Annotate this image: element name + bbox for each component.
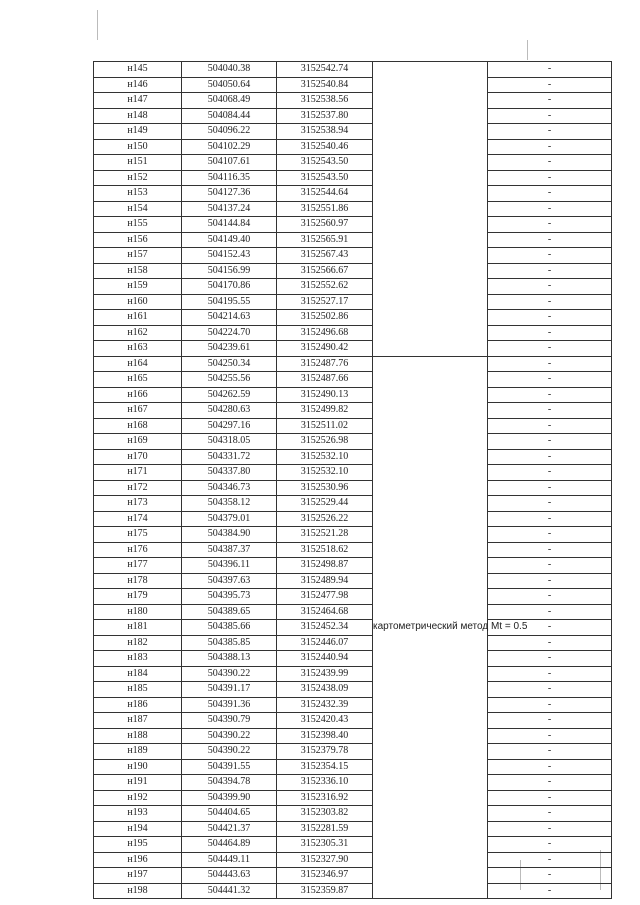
scan-mark (527, 40, 528, 60)
table-row (94, 263, 612, 279)
y-coordinate-cell: 3152567.43 (277, 248, 373, 264)
precision-cell: - (488, 217, 612, 233)
table-row (94, 837, 612, 853)
y-coordinate-cell: 3152566.67 (277, 263, 373, 279)
scan-mark (97, 10, 98, 40)
precision-cell: - (488, 480, 612, 496)
point-name-cell: н176 (94, 542, 182, 558)
table-row (94, 139, 612, 155)
point-name-cell: н169 (94, 434, 182, 450)
point-name-cell: н171 (94, 465, 182, 481)
y-coordinate-cell: 3152281.59 (277, 821, 373, 837)
table-row (94, 62, 612, 78)
x-coordinate-cell: 504385.85 (182, 635, 277, 651)
x-coordinate-cell: 504421.37 (182, 821, 277, 837)
y-coordinate-cell: 3152526.98 (277, 434, 373, 450)
table-row (94, 108, 612, 124)
precision-cell: - (488, 465, 612, 481)
precision-cell: - (488, 666, 612, 682)
precision-cell: - (488, 852, 612, 868)
x-coordinate-cell: 504250.34 (182, 356, 277, 372)
precision-cell: - (488, 542, 612, 558)
precision-cell: - (488, 124, 612, 140)
y-coordinate-cell: 3152502.86 (277, 310, 373, 326)
x-coordinate-cell: 504390.22 (182, 728, 277, 744)
point-name-cell: н146 (94, 77, 182, 93)
y-coordinate-cell: 3152379.78 (277, 744, 373, 760)
method-cell (373, 62, 488, 357)
y-coordinate-cell: 3152316.92 (277, 790, 373, 806)
precision-cell: - (488, 806, 612, 822)
table-row (94, 620, 612, 636)
table-row (94, 418, 612, 434)
table-row (94, 341, 612, 357)
table-row (94, 201, 612, 217)
point-name-cell: н149 (94, 124, 182, 140)
table-row (94, 449, 612, 465)
table-row (94, 806, 612, 822)
point-name-cell: н163 (94, 341, 182, 357)
y-coordinate-cell: 3152354.15 (277, 759, 373, 775)
y-coordinate-cell: 3152496.68 (277, 325, 373, 341)
y-coordinate-cell: 3152490.42 (277, 341, 373, 357)
y-coordinate-cell: 3152540.84 (277, 77, 373, 93)
table-row (94, 387, 612, 403)
y-coordinate-cell: 3152432.39 (277, 697, 373, 713)
point-name-cell: н145 (94, 62, 182, 78)
table-row (94, 77, 612, 93)
precision-cell: - (488, 496, 612, 512)
y-coordinate-cell: 3152438.09 (277, 682, 373, 698)
point-name-cell: н195 (94, 837, 182, 853)
y-coordinate-cell: 3152540.46 (277, 139, 373, 155)
precision-cell: - (488, 558, 612, 574)
point-name-cell: н181 (94, 620, 182, 636)
point-name-cell: н147 (94, 93, 182, 109)
x-coordinate-cell: 504391.36 (182, 697, 277, 713)
point-name-cell: н166 (94, 387, 182, 403)
x-coordinate-cell: 504280.63 (182, 403, 277, 419)
table-row (94, 542, 612, 558)
x-coordinate-cell: 504195.55 (182, 294, 277, 310)
precision-cell: - (488, 744, 612, 760)
y-coordinate-cell: 3152511.02 (277, 418, 373, 434)
y-coordinate-cell: 3152489.94 (277, 573, 373, 589)
coordinates-table-body (94, 62, 612, 899)
point-name-cell: н167 (94, 403, 182, 419)
y-coordinate-cell: 3152440.94 (277, 651, 373, 667)
point-name-cell: н196 (94, 852, 182, 868)
y-coordinate-cell: 3152487.66 (277, 372, 373, 388)
precision-cell: - (488, 108, 612, 124)
y-coordinate-cell: 3152439.99 (277, 666, 373, 682)
point-name-cell: н173 (94, 496, 182, 512)
precision-cell: - (488, 651, 612, 667)
point-name-cell: н190 (94, 759, 182, 775)
point-name-cell: н172 (94, 480, 182, 496)
point-name-cell: н184 (94, 666, 182, 682)
point-name-cell: н182 (94, 635, 182, 651)
table-row (94, 635, 612, 651)
x-coordinate-cell: 504391.17 (182, 682, 277, 698)
x-coordinate-cell: 504390.22 (182, 666, 277, 682)
x-coordinate-cell: 504297.16 (182, 418, 277, 434)
point-name-cell: н193 (94, 806, 182, 822)
table-row (94, 124, 612, 140)
x-coordinate-cell: 504391.55 (182, 759, 277, 775)
table-row (94, 310, 612, 326)
y-coordinate-cell: 3152544.64 (277, 186, 373, 202)
y-coordinate-cell: 3152537.80 (277, 108, 373, 124)
y-coordinate-cell: 3152464.68 (277, 604, 373, 620)
x-coordinate-cell: 504399.90 (182, 790, 277, 806)
table-row (94, 682, 612, 698)
table-row (94, 852, 612, 868)
point-name-cell: н197 (94, 868, 182, 884)
x-coordinate-cell: 504390.79 (182, 713, 277, 729)
x-coordinate-cell: 504096.22 (182, 124, 277, 140)
table-row (94, 883, 612, 899)
x-coordinate-cell: 504156.99 (182, 263, 277, 279)
x-coordinate-cell: 504358.12 (182, 496, 277, 512)
point-name-cell: н154 (94, 201, 182, 217)
table-row (94, 790, 612, 806)
precision-cell: - (488, 325, 612, 341)
y-coordinate-cell: 3152336.10 (277, 775, 373, 791)
x-coordinate-cell: 504396.11 (182, 558, 277, 574)
table-row (94, 775, 612, 791)
precision-cell: - (488, 589, 612, 605)
y-coordinate-cell: 3152529.44 (277, 496, 373, 512)
table-row (94, 217, 612, 233)
precision-cell: - (488, 232, 612, 248)
table-row (94, 666, 612, 682)
precision-cell: - (488, 170, 612, 186)
point-name-cell: н180 (94, 604, 182, 620)
point-name-cell: н179 (94, 589, 182, 605)
y-coordinate-cell: 3152420.43 (277, 713, 373, 729)
x-coordinate-cell: 504395.73 (182, 589, 277, 605)
y-coordinate-cell: 3152452.34 (277, 620, 373, 636)
y-coordinate-cell: 3152305.31 (277, 837, 373, 853)
y-coordinate-cell: 3152560.97 (277, 217, 373, 233)
point-name-cell: н155 (94, 217, 182, 233)
y-coordinate-cell: 3152477.98 (277, 589, 373, 605)
table-row (94, 651, 612, 667)
precision-cell: - (488, 635, 612, 651)
x-coordinate-cell: 504441.32 (182, 883, 277, 899)
x-coordinate-cell: 504385.66 (182, 620, 277, 636)
table-row (94, 713, 612, 729)
table-row (94, 821, 612, 837)
precision-cell: - (488, 868, 612, 884)
point-name-cell: н164 (94, 356, 182, 372)
table-row (94, 372, 612, 388)
point-name-cell: н178 (94, 573, 182, 589)
table-row (94, 744, 612, 760)
point-name-cell: н183 (94, 651, 182, 667)
precision-cell: - (488, 372, 612, 388)
table-row (94, 186, 612, 202)
x-coordinate-cell: 504149.40 (182, 232, 277, 248)
precision-cell: - (488, 341, 612, 357)
point-name-cell: н175 (94, 527, 182, 543)
point-name-cell: н194 (94, 821, 182, 837)
precision-cell: - (488, 573, 612, 589)
x-coordinate-cell: 504152.43 (182, 248, 277, 264)
y-coordinate-cell: 3152398.40 (277, 728, 373, 744)
y-coordinate-cell: 3152490.13 (277, 387, 373, 403)
x-coordinate-cell: 504389.65 (182, 604, 277, 620)
table-row (94, 697, 612, 713)
x-coordinate-cell: 504040.38 (182, 62, 277, 78)
x-coordinate-cell: 504144.84 (182, 217, 277, 233)
precision-cell: - (488, 356, 612, 372)
table-row (94, 573, 612, 589)
x-coordinate-cell: 504379.01 (182, 511, 277, 527)
x-coordinate-cell: 504318.05 (182, 434, 277, 450)
table-row (94, 279, 612, 295)
table-row (94, 155, 612, 171)
point-name-cell: н191 (94, 775, 182, 791)
y-coordinate-cell: 3152538.94 (277, 124, 373, 140)
x-coordinate-cell: 504068.49 (182, 93, 277, 109)
precision-cell: - (488, 604, 612, 620)
precision-cell: - (488, 697, 612, 713)
method-cell: картометрический метод Mt = 0.5 (373, 356, 488, 899)
precision-cell: - (488, 279, 612, 295)
point-name-cell: н153 (94, 186, 182, 202)
precision-cell: - (488, 139, 612, 155)
point-name-cell: н170 (94, 449, 182, 465)
y-coordinate-cell: 3152499.82 (277, 403, 373, 419)
y-coordinate-cell: 3152518.62 (277, 542, 373, 558)
precision-cell: - (488, 449, 612, 465)
y-coordinate-cell: 3152532.10 (277, 449, 373, 465)
precision-cell: - (488, 201, 612, 217)
table-row (94, 759, 612, 775)
x-coordinate-cell: 504170.86 (182, 279, 277, 295)
precision-cell: - (488, 418, 612, 434)
x-coordinate-cell: 504337.80 (182, 465, 277, 481)
y-coordinate-cell: 3152521.28 (277, 527, 373, 543)
y-coordinate-cell: 3152543.50 (277, 170, 373, 186)
point-name-cell: н151 (94, 155, 182, 171)
y-coordinate-cell: 3152527.17 (277, 294, 373, 310)
y-coordinate-cell: 3152551.86 (277, 201, 373, 217)
table-row (94, 465, 612, 481)
table-row (94, 728, 612, 744)
y-coordinate-cell: 3152446.07 (277, 635, 373, 651)
table-row (94, 480, 612, 496)
point-name-cell: н157 (94, 248, 182, 264)
precision-cell: - (488, 883, 612, 899)
x-coordinate-cell: 504443.63 (182, 868, 277, 884)
table-row (94, 558, 612, 574)
precision-cell: - (488, 93, 612, 109)
y-coordinate-cell: 3152538.56 (277, 93, 373, 109)
precision-cell: - (488, 186, 612, 202)
table-row (94, 527, 612, 543)
point-name-cell: н152 (94, 170, 182, 186)
precision-cell: - (488, 294, 612, 310)
precision-cell: - (488, 837, 612, 853)
x-coordinate-cell: 504127.36 (182, 186, 277, 202)
table-row (94, 232, 612, 248)
point-name-cell: н158 (94, 263, 182, 279)
y-coordinate-cell: 3152498.87 (277, 558, 373, 574)
y-coordinate-cell: 3152532.10 (277, 465, 373, 481)
table-row (94, 511, 612, 527)
x-coordinate-cell: 504214.63 (182, 310, 277, 326)
precision-cell: - (488, 403, 612, 419)
precision-cell: - (488, 759, 612, 775)
point-name-cell: н174 (94, 511, 182, 527)
point-name-cell: н156 (94, 232, 182, 248)
table-row (94, 868, 612, 884)
y-coordinate-cell: 3152346.97 (277, 868, 373, 884)
y-coordinate-cell: 3152542.74 (277, 62, 373, 78)
x-coordinate-cell: 504397.63 (182, 573, 277, 589)
precision-cell: - (488, 682, 612, 698)
x-coordinate-cell: 504331.72 (182, 449, 277, 465)
point-name-cell: н162 (94, 325, 182, 341)
precision-cell: - (488, 728, 612, 744)
precision-cell: - (488, 821, 612, 837)
y-coordinate-cell: 3152543.50 (277, 155, 373, 171)
x-coordinate-cell: 504224.70 (182, 325, 277, 341)
x-coordinate-cell: 504384.90 (182, 527, 277, 543)
y-coordinate-cell: 3152552.62 (277, 279, 373, 295)
precision-cell: - (488, 790, 612, 806)
table-row (94, 403, 612, 419)
x-coordinate-cell: 504116.35 (182, 170, 277, 186)
point-name-cell: н160 (94, 294, 182, 310)
point-name-cell: н186 (94, 697, 182, 713)
table-row (94, 356, 612, 372)
x-coordinate-cell: 504084.44 (182, 108, 277, 124)
x-coordinate-cell: 504137.24 (182, 201, 277, 217)
precision-cell: - (488, 155, 612, 171)
precision-cell: - (488, 387, 612, 403)
y-coordinate-cell: 3152487.76 (277, 356, 373, 372)
precision-cell: - (488, 62, 612, 78)
point-name-cell: н192 (94, 790, 182, 806)
precision-cell: - (488, 511, 612, 527)
point-name-cell: н168 (94, 418, 182, 434)
point-name-cell: н189 (94, 744, 182, 760)
precision-cell: - (488, 775, 612, 791)
y-coordinate-cell: 3152327.90 (277, 852, 373, 868)
point-name-cell: н187 (94, 713, 182, 729)
point-name-cell: н148 (94, 108, 182, 124)
precision-cell: - (488, 77, 612, 93)
point-name-cell: н150 (94, 139, 182, 155)
point-name-cell: н161 (94, 310, 182, 326)
point-name-cell: н165 (94, 372, 182, 388)
x-coordinate-cell: 504394.78 (182, 775, 277, 791)
precision-cell: - (488, 248, 612, 264)
y-coordinate-cell: 3152303.82 (277, 806, 373, 822)
precision-cell: - (488, 263, 612, 279)
x-coordinate-cell: 504390.22 (182, 744, 277, 760)
x-coordinate-cell: 504050.64 (182, 77, 277, 93)
x-coordinate-cell: 504262.59 (182, 387, 277, 403)
x-coordinate-cell: 504346.73 (182, 480, 277, 496)
table-row (94, 496, 612, 512)
table-row (94, 93, 612, 109)
point-name-cell: н177 (94, 558, 182, 574)
precision-cell: - (488, 434, 612, 450)
y-coordinate-cell: 3152359.87 (277, 883, 373, 899)
table-row (94, 248, 612, 264)
x-coordinate-cell: 504404.65 (182, 806, 277, 822)
table-row (94, 325, 612, 341)
table-row (94, 589, 612, 605)
y-coordinate-cell: 3152565.91 (277, 232, 373, 248)
x-coordinate-cell: 504239.61 (182, 341, 277, 357)
point-name-cell: н198 (94, 883, 182, 899)
point-name-cell: н185 (94, 682, 182, 698)
y-coordinate-cell: 3152526.22 (277, 511, 373, 527)
y-coordinate-cell: 3152530.96 (277, 480, 373, 496)
x-coordinate-cell: 504387.37 (182, 542, 277, 558)
precision-cell: - (488, 713, 612, 729)
x-coordinate-cell: 504464.89 (182, 837, 277, 853)
x-coordinate-cell: 504107.61 (182, 155, 277, 171)
precision-cell: - (488, 620, 612, 636)
precision-cell: - (488, 310, 612, 326)
x-coordinate-cell: 504449.11 (182, 852, 277, 868)
table-row (94, 604, 612, 620)
x-coordinate-cell: 504102.29 (182, 139, 277, 155)
table-row (94, 294, 612, 310)
point-name-cell: н159 (94, 279, 182, 295)
table-row (94, 434, 612, 450)
point-name-cell: н188 (94, 728, 182, 744)
coordinates-table (93, 61, 612, 899)
x-coordinate-cell: 504388.13 (182, 651, 277, 667)
x-coordinate-cell: 504255.56 (182, 372, 277, 388)
precision-cell: - (488, 527, 612, 543)
table-row (94, 170, 612, 186)
